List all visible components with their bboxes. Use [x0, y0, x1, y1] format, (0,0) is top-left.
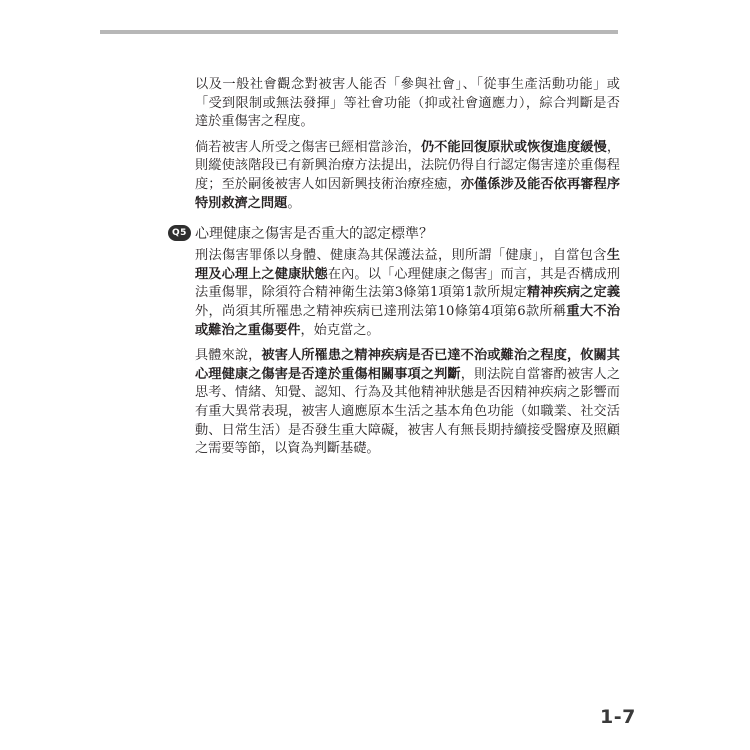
emphasis-text: 亦僅係涉及能否依再審程序特別救濟之問題	[195, 176, 621, 211]
paragraph-social-function	[195, 76, 620, 132]
text-run: 在內。以「心理健康之傷害」而言，其是否構成刑法重傷罪，除須符合精神衛生法第3條第1項第1款所規定	[195, 266, 620, 301]
text-run: 倘若被害人所受之傷害已經相當診治，	[195, 139, 421, 155]
header-rule	[100, 30, 618, 34]
text-run: ，則法院自當審酌被害人之思考、情緒、知覺、認知、行為及其他精神狀態是否因精神疾病之影響而有重大異常表現，被害人適應原本生活之基本角色功能（如職業、社交活動、日常生活）是否發生重大障礙，被害人有無長期持續接受醫療及照顧之需要等節，以資為判斷基礎。	[195, 366, 621, 457]
paragraph-mental-health-definition	[195, 247, 620, 340]
paragraph-treatment-progress	[195, 139, 620, 213]
paragraph-court-assessment	[195, 347, 620, 459]
text-run: 刑法傷害罪係以身體、健康為其保護法益，則所謂「健康」，自當包含	[195, 248, 607, 264]
question-heading	[172, 225, 620, 243]
text-run: 具體來說，	[195, 348, 262, 364]
emphasis-text: 重大不治或難治之重傷要件	[195, 303, 621, 338]
question-badge: Q5	[168, 225, 191, 241]
question-title: 心理健康之傷害是否重大的認定標準？	[195, 226, 433, 243]
emphasis-text: 被害人所罹患之精神疾病是否已達不治或難治之程度，攸關其心理健康之傷害是否達於重傷相關事項之判斷	[195, 348, 620, 382]
text-run: 。	[287, 195, 301, 211]
text-run: ，則縱使該階段已有新興治療方法提出，法院仍得自行認定傷害達於重傷程度；至於嗣後被害人如因新興技術治療痊癒，	[195, 139, 621, 192]
text-run: 以及一般社會觀念對被害人能否「參與社會」、「從事生產活動功能」或「受到限制或無法發揮」等社會功能（抑或社會適應力），綜合判斷是否達於重傷害之程度。	[195, 77, 620, 130]
page-body	[172, 76, 621, 466]
emphasis-text: 精神疾病之定義	[526, 285, 621, 301]
text-run: ，始克當之。	[300, 322, 380, 338]
emphasis-text: 生理及心理上之健康狀態	[195, 248, 620, 282]
text-run: 外，尚須其所罹患之精神疾病已達刑法第10條第4項第6款所稱	[195, 303, 567, 319]
page-number: 1-7	[600, 706, 636, 728]
emphasis-text: 仍不能回復原狀或恢復進度緩慢	[420, 139, 607, 155]
